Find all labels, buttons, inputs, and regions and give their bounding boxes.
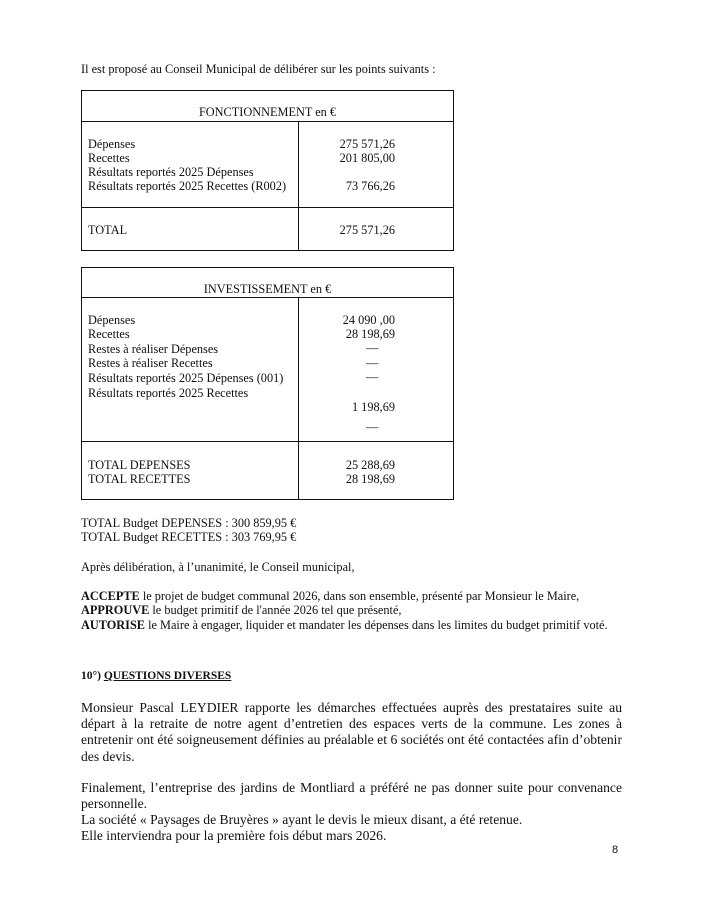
total-label: TOTAL <box>88 223 128 237</box>
header-divider <box>81 297 454 298</box>
column-divider <box>298 297 299 500</box>
decision-verb: AUTORISE <box>81 618 146 632</box>
section-heading <box>81 670 231 682</box>
paragraph-leydier: Monsieur Pascal LEYDIER rapporte les démarches effectuées auprès des prestataires suite au départ à la retraite de notre agent d’entretien des espaces verts de la commune. Les zones à entretenir ont été soigneusement définies au préalable et 6 sociétés ont été contactées afin d’obtenir des devis. <box>81 700 622 764</box>
total-label: TOTAL RECETTES <box>88 472 191 486</box>
row-label: Résultats reportés 2025 Recettes (R002) <box>88 179 287 193</box>
column-divider <box>298 121 299 251</box>
decision-text: le Maire à engager, liquider et mandater les dépenses dans les limites du budget primitif voté. <box>145 618 608 632</box>
paragraph-mars: Elle interviendra pour la première fois début mars 2026. <box>81 828 387 843</box>
table-title: INVESTISSEMENT en € <box>203 282 332 296</box>
row-label: Dépenses <box>88 313 136 327</box>
total-divider <box>81 441 454 442</box>
section-number: 10°) <box>81 670 104 682</box>
row-value: 201 805,00 <box>339 151 395 165</box>
empty-value-dash: — <box>366 356 379 370</box>
row-value: 275 571,26 <box>339 137 395 151</box>
total-value: 275 571,26 <box>339 223 395 237</box>
decision-autorise <box>81 618 608 632</box>
row-label: Recettes <box>88 151 130 165</box>
row-label: Résultats reportés 2025 Dépenses <box>88 165 254 179</box>
row-label: Restes à réaliser Recettes <box>88 356 213 370</box>
section-title: QUESTIONS DIVERSES <box>103 670 232 682</box>
table-title: FONCTIONNEMENT en € <box>198 105 337 119</box>
deliberation-intro: Après délibération, à l’unanimité, le Conseil municipal, <box>81 560 355 574</box>
header-divider <box>81 121 454 122</box>
row-value: 28 198,69 <box>345 327 395 341</box>
empty-value-dash: — <box>366 420 379 434</box>
row-label: Résultats reportés 2025 Recettes <box>88 386 249 400</box>
row-label: Dépenses <box>88 137 136 151</box>
total-divider <box>81 207 454 208</box>
decision-accepte <box>81 589 579 603</box>
total-label: TOTAL DEPENSES <box>88 458 191 472</box>
total-value: 25 288,69 <box>345 458 395 472</box>
row-label: Restes à réaliser Dépenses <box>88 342 219 356</box>
decision-verb: APPROUVE <box>81 603 150 617</box>
decision-verb: ACCEPTE <box>81 589 140 603</box>
total-value: 28 198,69 <box>345 472 395 486</box>
row-label: Recettes <box>88 327 130 341</box>
extra-value: 1 198,69 <box>351 400 395 414</box>
decision-text: le budget primitif de l'année 2026 tel que présenté, <box>149 603 402 617</box>
row-label: Résultats reportés 2025 Dépenses (001) <box>88 371 284 385</box>
row-value: 24 090 ,00 <box>342 313 395 327</box>
empty-value-dash: — <box>366 341 379 355</box>
budget-total-depenses: TOTAL Budget DEPENSES : 300 859,95 € <box>81 516 297 530</box>
intro-text: Il est proposé au Conseil Municipal de délibérer sur les points suivants : <box>81 62 436 76</box>
decision-text: le projet de budget communal 2026, dans son ensemble, présenté par Monsieur le Maire, <box>139 589 580 603</box>
paragraph-montliard: Finalement, l’entreprise des jardins de Montliard a préféré ne pas donner suite pour convenance personnelle. <box>81 780 622 812</box>
paragraph-bruyeres: La société « Paysages de Bruyères » ayant le devis le mieux disant, a été retenue. <box>81 812 523 827</box>
decision-approuve <box>81 603 401 617</box>
page-number: 8 <box>612 844 619 856</box>
budget-total-recettes: TOTAL Budget RECETTES : 303 769,95 € <box>81 530 297 544</box>
empty-value-dash: — <box>366 370 379 384</box>
row-value: 73 766,26 <box>345 179 395 193</box>
